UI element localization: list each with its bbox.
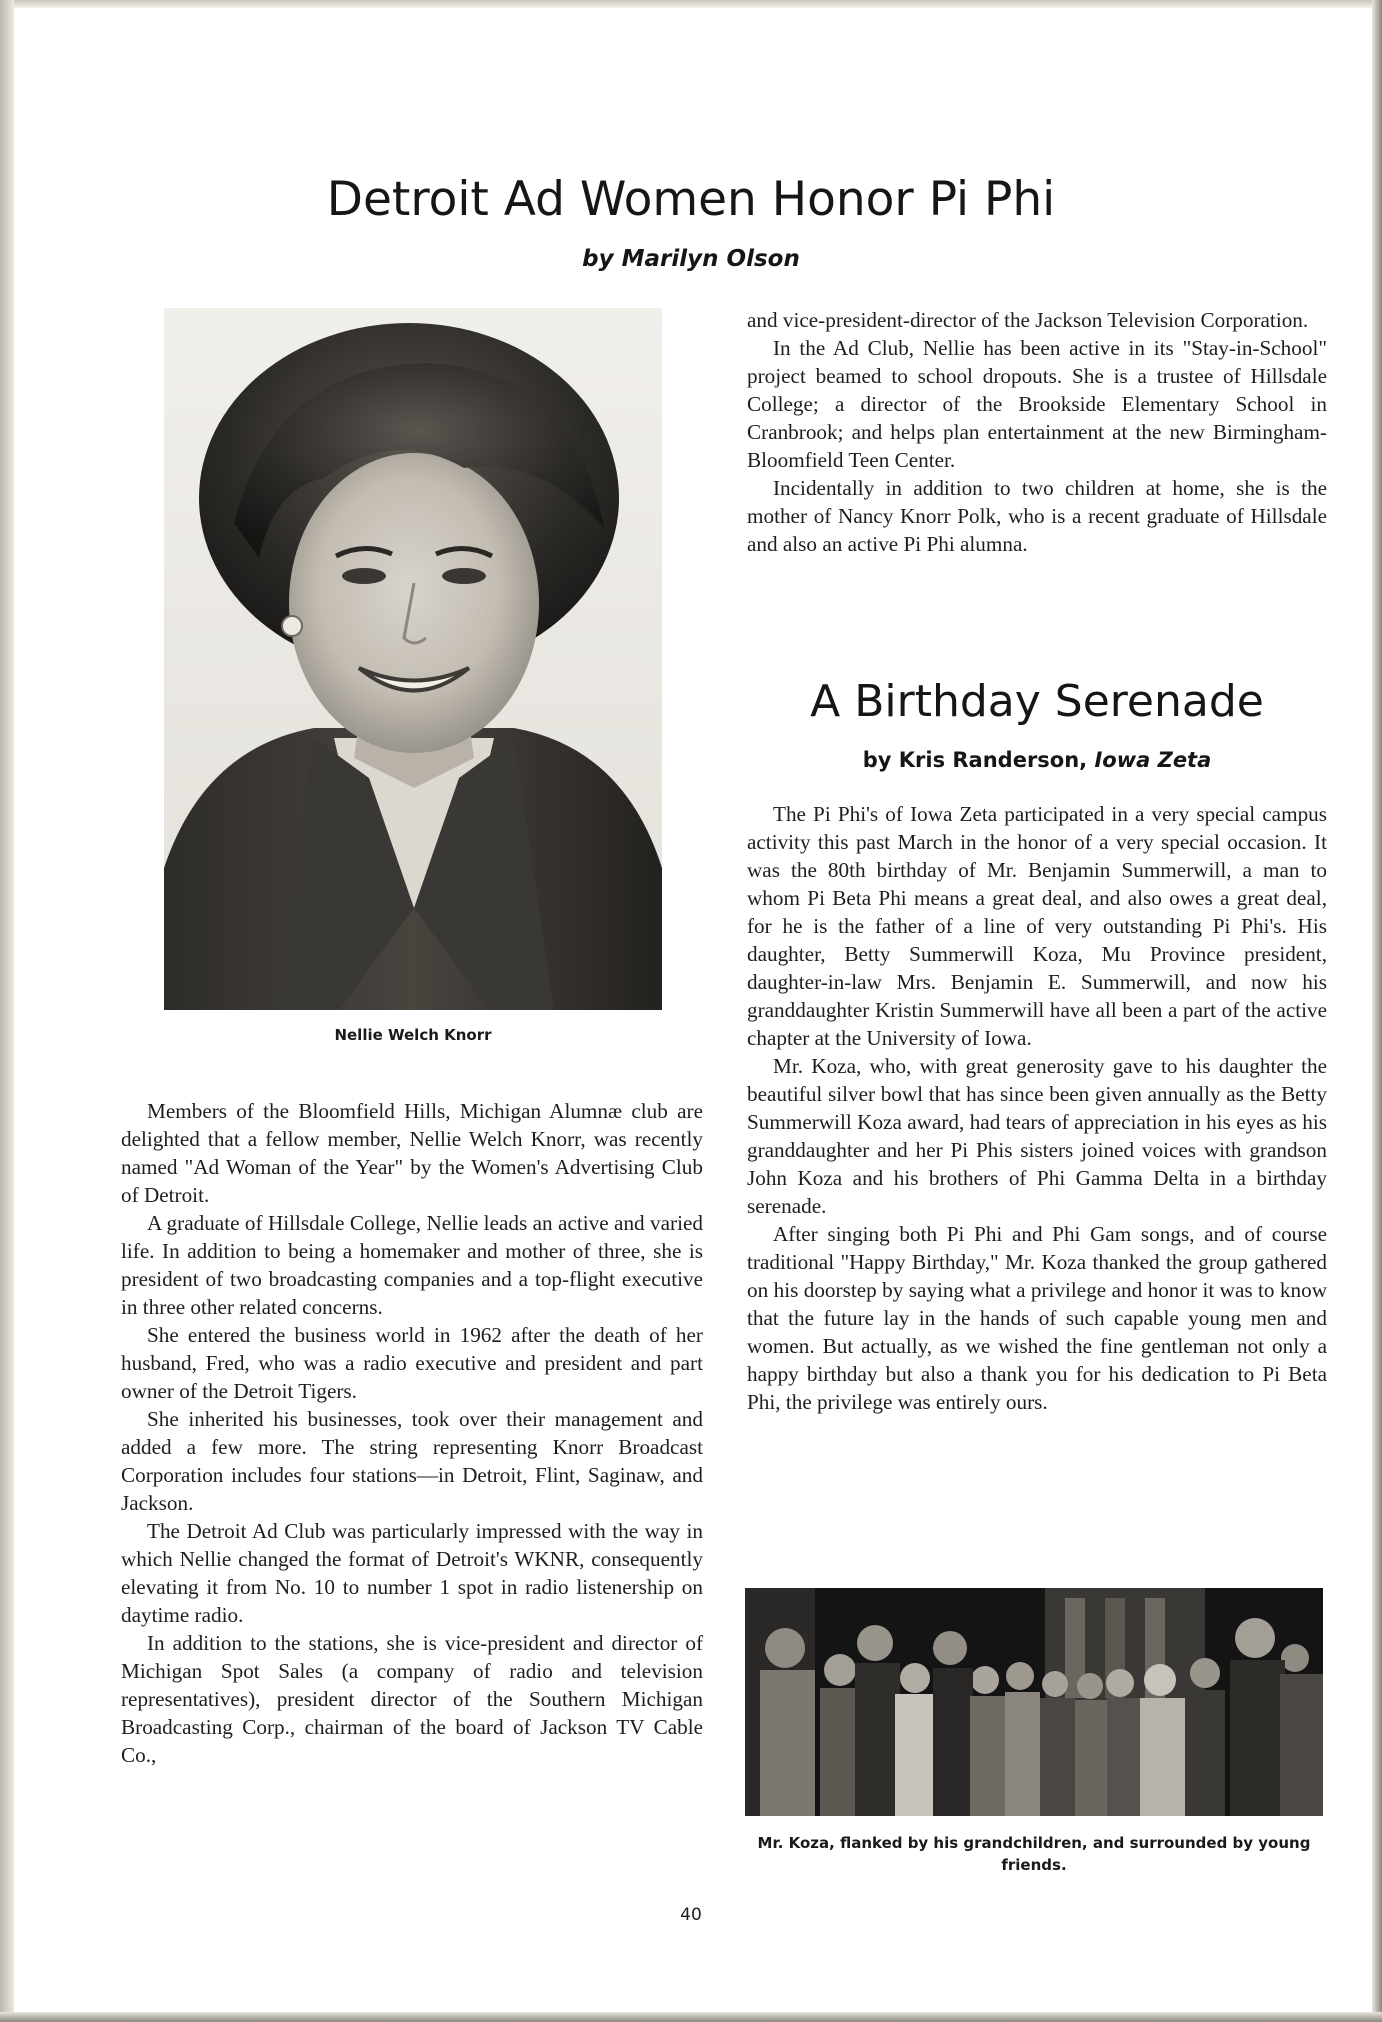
article1-paragraph: Members of the Bloomfield Hills, Michigan Alumnæ club are delighted that a fellow member, Nellie Welch Knorr, was recently named "Ad Woman of the Year" by the Women's Advertising Club of Detroit. bbox=[121, 1099, 703, 1207]
byline2-chapter: Iowa Zeta bbox=[1094, 748, 1212, 772]
article1-paragraph: She entered the business world in 1962 after the death of her husband, Fred, who was a radio executive and president and part owner of the Detroit Tigers. bbox=[121, 1323, 703, 1403]
article1-paragraph: A graduate of Hillsdale College, Nellie leads an active and varied life. In addition to being a homemaker and mother of three, she is president of two broadcasting companies and a top-flight executive in three other related concerns. bbox=[121, 1211, 703, 1319]
article1-paragraph: The Detroit Ad Club was particularly impressed with the way in which Nellie changed the format of Detroit's WKNR, consequently elevating it from No. 10 to number 1 spot in radio listenership on daytime radio. bbox=[121, 1519, 703, 1627]
article1-paragraph: In addition to the stations, she is vice-president and director of Michigan Spot Sales (a company of radio and television representatives), president director of the Southern Michigan Broadcasting Corp., chairman of the board of Jackson TV Cable Co., bbox=[121, 1631, 703, 1767]
article2-title: A Birthday Serenade bbox=[810, 676, 1264, 727]
portrait-photo bbox=[164, 308, 662, 1010]
scan-edge-top bbox=[0, 0, 1382, 8]
portrait-caption: Nellie Welch Knorr bbox=[334, 1026, 492, 1044]
article1-continuation: and vice-president-director of the Jackson Television Corporation. bbox=[747, 308, 1309, 332]
article2-paragraph: Mr. Koza, who, with great generosity gave to his daughter the beautiful silver bowl that has since been given annually as the Betty Summerwill Koza award, had tears of appreciation in his eyes as his granddaughter and her Pi Phis sisters joined voices with grandson John Koza and his brothers of Phi Gamma Delta in a birthday serenade. bbox=[747, 1054, 1327, 1218]
article2-byline bbox=[747, 748, 1327, 772]
article1-paragraph: In the Ad Club, Nellie has been active in its "Stay-in-School" project beamed to school dropouts. She is a trustee of Hillsdale College; a director of the Brookside Elementary School in Cranbrook; and helps plan entertainment at the new Birmingham-Bloomfield Teen Center. bbox=[747, 336, 1327, 472]
scan-edge-right bbox=[1372, 0, 1382, 2022]
article2-paragraph: The Pi Phi's of Iowa Zeta participated in a very special campus activity this past March in the honor of a very special occasion. It was the 80th birthday of Mr. Benjamin Summerwill, a man to whom Pi Beta Phi means a great deal, and also owes a great deal, for he is the father of a line of very outstanding Pi Phi's. His daughter, Betty Summerwill Koza, Mu Province president, daughter-in-law Mrs. Benjamin E. Summerwill, and now his granddaughter Kristin Summerwill have all been a part of the active chapter at the University of Iowa. bbox=[747, 802, 1327, 1050]
article1-right-column bbox=[747, 306, 1327, 558]
byline-author: Marilyn Olson bbox=[621, 246, 800, 272]
scan-edge-bottom bbox=[0, 2012, 1382, 2022]
article2-column bbox=[747, 800, 1327, 1416]
group-photo bbox=[745, 1588, 1323, 1816]
scan-edge-left bbox=[0, 0, 14, 2022]
page-number: 40 bbox=[680, 1905, 702, 1925]
article1-paragraph: Incidentally in addition to two children at home, she is the mother of Nancy Knorr Polk, who is a recent graduate of Hillsdale and also an active Pi Phi alumna. bbox=[747, 476, 1327, 556]
byline2-author: by Kris Randerson, bbox=[862, 748, 1095, 772]
article1-paragraph: She inherited his businesses, took over their management and added a few more. The string representing Knorr Broadcast Corporation includes four stations—in Detroit, Flint, Saginaw, and Jackson. bbox=[121, 1407, 703, 1515]
group-photo-caption: Mr. Koza, flanked by his grandchildren, and surrounded by young friends. bbox=[757, 1834, 1311, 1874]
article1-left-column bbox=[121, 1097, 703, 1769]
byline-prefix: by bbox=[582, 246, 622, 272]
article-byline bbox=[0, 246, 1382, 272]
article-title: Detroit Ad Women Honor Pi Phi bbox=[326, 172, 1056, 227]
article2-paragraph: After singing both Pi Phi and Phi Gam songs, and of course traditional "Happy Birthday," Mr. Koza thanked the group gathered on his doorstep by saying what a privilege and honor it was to know that the future lay in the hands of such capable young men and women. But actually, as we wished the fine gentleman not only a happy birthday but also a thank you for his dedication to Pi Beta Phi, the privilege was entirely ours. bbox=[747, 1222, 1327, 1414]
